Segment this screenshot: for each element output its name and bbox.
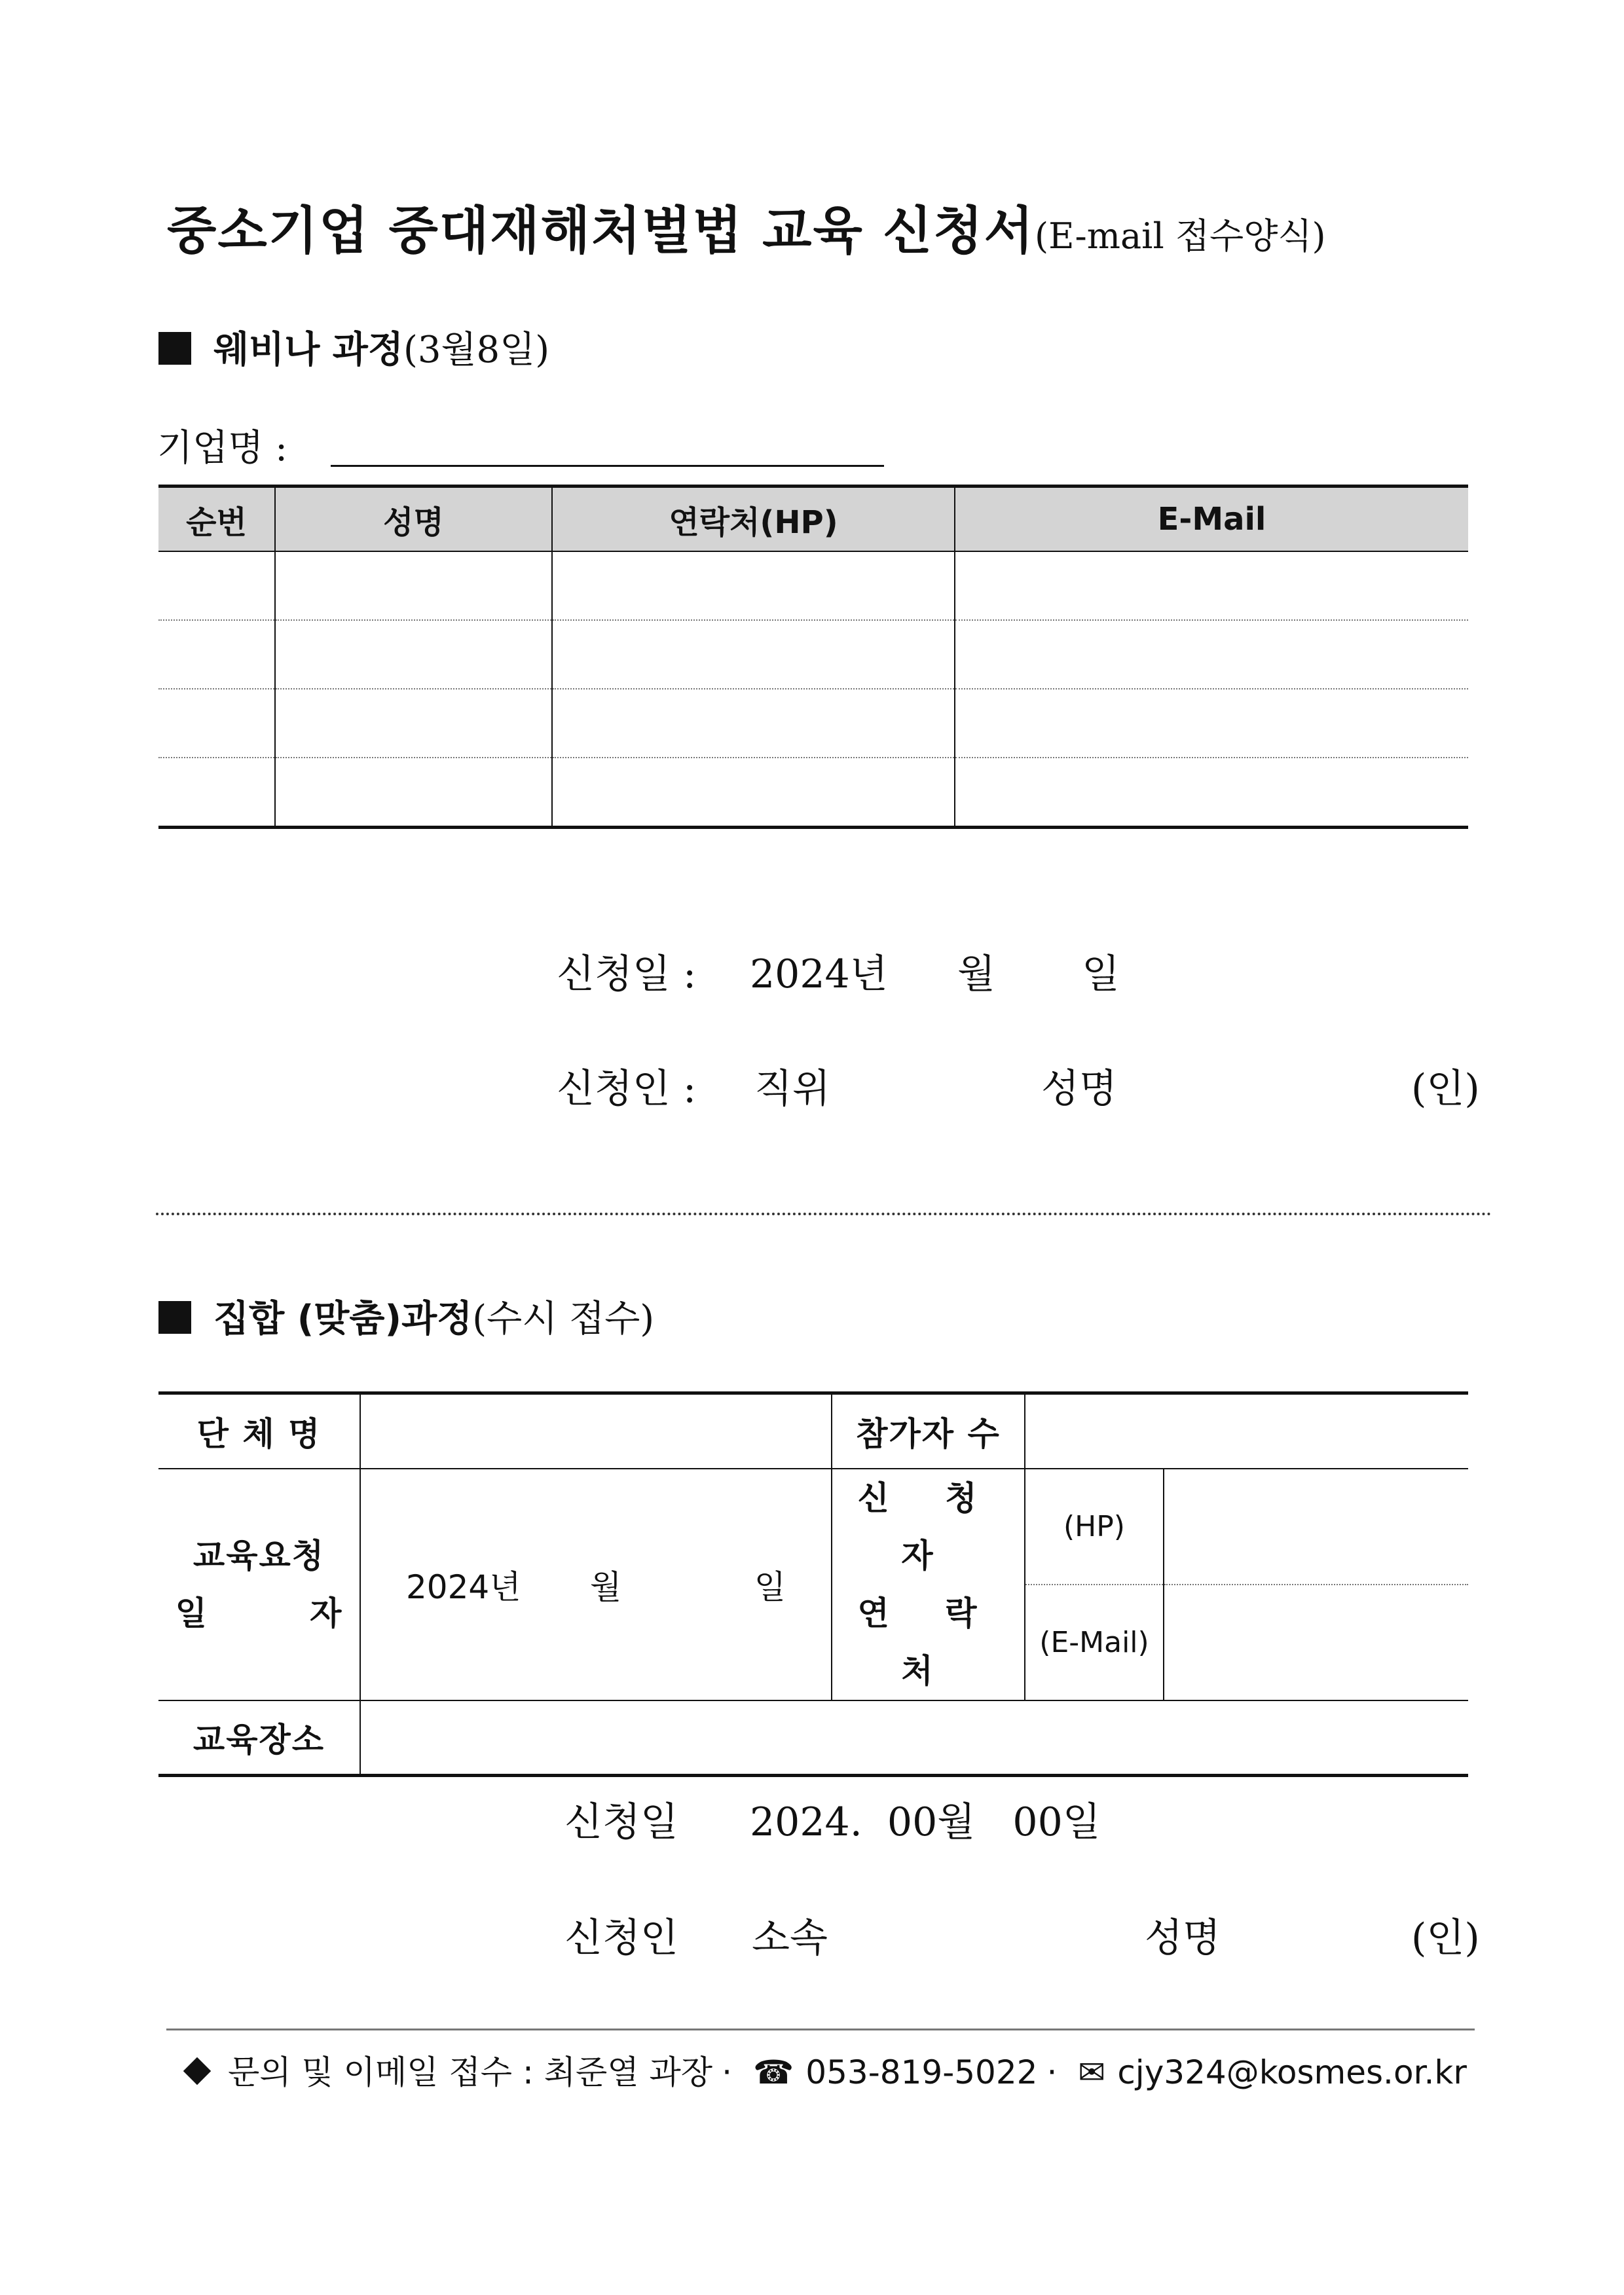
request-day: 일 <box>754 1568 786 1606</box>
participants-label: 참가자 수 <box>832 1393 1025 1469</box>
cell-no[interactable] <box>158 620 275 689</box>
participants-field[interactable] <box>1025 1393 1468 1469</box>
section1-heading-light: (3월8일) <box>403 329 550 371</box>
request-date-label-line2: 일 자 <box>175 1594 343 1632</box>
cell-email[interactable] <box>955 551 1468 620</box>
org-name-label: 단 체 명 <box>158 1393 360 1469</box>
section2-heading-bold: 집합 (맞춤)과정 <box>213 1298 473 1340</box>
title-main: 중소기업 중대재해처벌법 교육 신청서 <box>167 202 1035 261</box>
section2-heading <box>158 1290 654 1342</box>
cell-email[interactable] <box>955 689 1468 758</box>
cell-email[interactable] <box>955 758 1468 828</box>
cell-phone[interactable] <box>552 551 955 620</box>
cell-no[interactable] <box>158 758 275 828</box>
square-bullet-icon <box>158 1301 191 1334</box>
section1-apply-month: 월 <box>957 951 995 997</box>
header-email: E-Mail <box>955 487 1468 552</box>
section2-applicant-label: 신청인 <box>564 1915 678 1961</box>
section2-name-label: 성명 <box>1145 1915 1221 1961</box>
footer-email[interactable]: cjy324@kosmes.or.kr <box>1117 2053 1467 2091</box>
webinar-participants-table <box>158 485 1468 829</box>
square-bullet-icon <box>158 332 191 365</box>
separator-dot: · <box>722 2053 733 2091</box>
company-name-field[interactable] <box>331 465 884 467</box>
separator-dot: · <box>1046 2053 1058 2091</box>
contact-footer <box>182 2046 1467 2093</box>
request-month: 월 <box>589 1568 622 1606</box>
header-no: 순번 <box>158 487 275 552</box>
email-label: (E-Mail) <box>1025 1585 1164 1700</box>
table-header-row <box>158 487 1468 552</box>
table-row <box>158 689 1468 758</box>
table-row <box>158 1393 1468 1469</box>
cell-name[interactable] <box>275 620 552 689</box>
section1-apply-date-label: 신청일 : <box>557 951 697 997</box>
table-row <box>158 1700 1468 1776</box>
hp-field[interactable] <box>1164 1469 1468 1585</box>
section1-position-label: 직위 <box>754 1066 830 1112</box>
place-field[interactable] <box>360 1700 1468 1776</box>
diamond-bullet-icon <box>183 2057 211 2085</box>
company-name-label: 기업명 : <box>157 427 287 469</box>
contact-label-line2: 연 락 처 <box>857 1594 999 1690</box>
org-name-field[interactable] <box>360 1393 832 1469</box>
mail-icon: ✉ <box>1078 2053 1106 2091</box>
section1-heading <box>158 321 549 373</box>
cell-no[interactable] <box>158 689 275 758</box>
cell-email[interactable] <box>955 620 1468 689</box>
cell-name[interactable] <box>275 689 552 758</box>
request-year: 2024년 <box>406 1568 521 1606</box>
request-date-field[interactable] <box>360 1469 832 1700</box>
email-field[interactable] <box>1164 1585 1468 1700</box>
cell-phone[interactable] <box>552 689 955 758</box>
section1-apply-year: 2024년 <box>750 951 888 997</box>
group-course-table <box>158 1391 1468 1777</box>
section1-apply-day: 일 <box>1082 951 1120 997</box>
phone-icon: ☎ <box>753 2053 794 2091</box>
section2-heading-light: (수시 접수) <box>472 1298 655 1340</box>
table-row <box>158 551 1468 620</box>
section1-applicant-label: 신청인 : <box>557 1066 697 1112</box>
document-title <box>167 190 1477 263</box>
cell-name[interactable] <box>275 551 552 620</box>
request-date-label <box>158 1469 360 1700</box>
table-row <box>158 620 1468 689</box>
section1-seal-label: (인) <box>1411 1066 1480 1112</box>
section1-name-label: 성명 <box>1041 1066 1117 1112</box>
section2-apply-date-value: 2024. 00월 00일 <box>750 1799 1101 1845</box>
section1-heading-bold: 웨비나 과정 <box>213 329 403 371</box>
contact-label-line1: 신 청 자 <box>857 1478 999 1575</box>
place-label: 교육장소 <box>158 1700 360 1776</box>
footer-phone: 053-819-5022 <box>805 2053 1038 2091</box>
cell-phone[interactable] <box>552 620 955 689</box>
section2-seal-label: (인) <box>1411 1915 1480 1961</box>
hp-label: (HP) <box>1025 1469 1164 1585</box>
title-sub: (E-mail 접수양식) <box>1035 215 1326 257</box>
footer-text: 문의 및 이메일 접수 : 최준열 과장 <box>228 2053 713 2091</box>
header-phone: 연락처(HP) <box>552 487 955 552</box>
cell-name[interactable] <box>275 758 552 828</box>
section-divider <box>156 1213 1492 1215</box>
section2-affiliation-label: 소속 <box>752 1915 828 1961</box>
table-row <box>158 1469 1468 1585</box>
cell-phone[interactable] <box>552 758 955 828</box>
footer-divider <box>166 2029 1475 2030</box>
header-name: 성명 <box>275 487 552 552</box>
table-row <box>158 758 1468 828</box>
contact-label <box>832 1469 1025 1700</box>
cell-no[interactable] <box>158 551 275 620</box>
request-date-label-line1: 교육요청 <box>193 1536 325 1575</box>
section2-apply-date-label: 신청일 <box>564 1799 678 1845</box>
